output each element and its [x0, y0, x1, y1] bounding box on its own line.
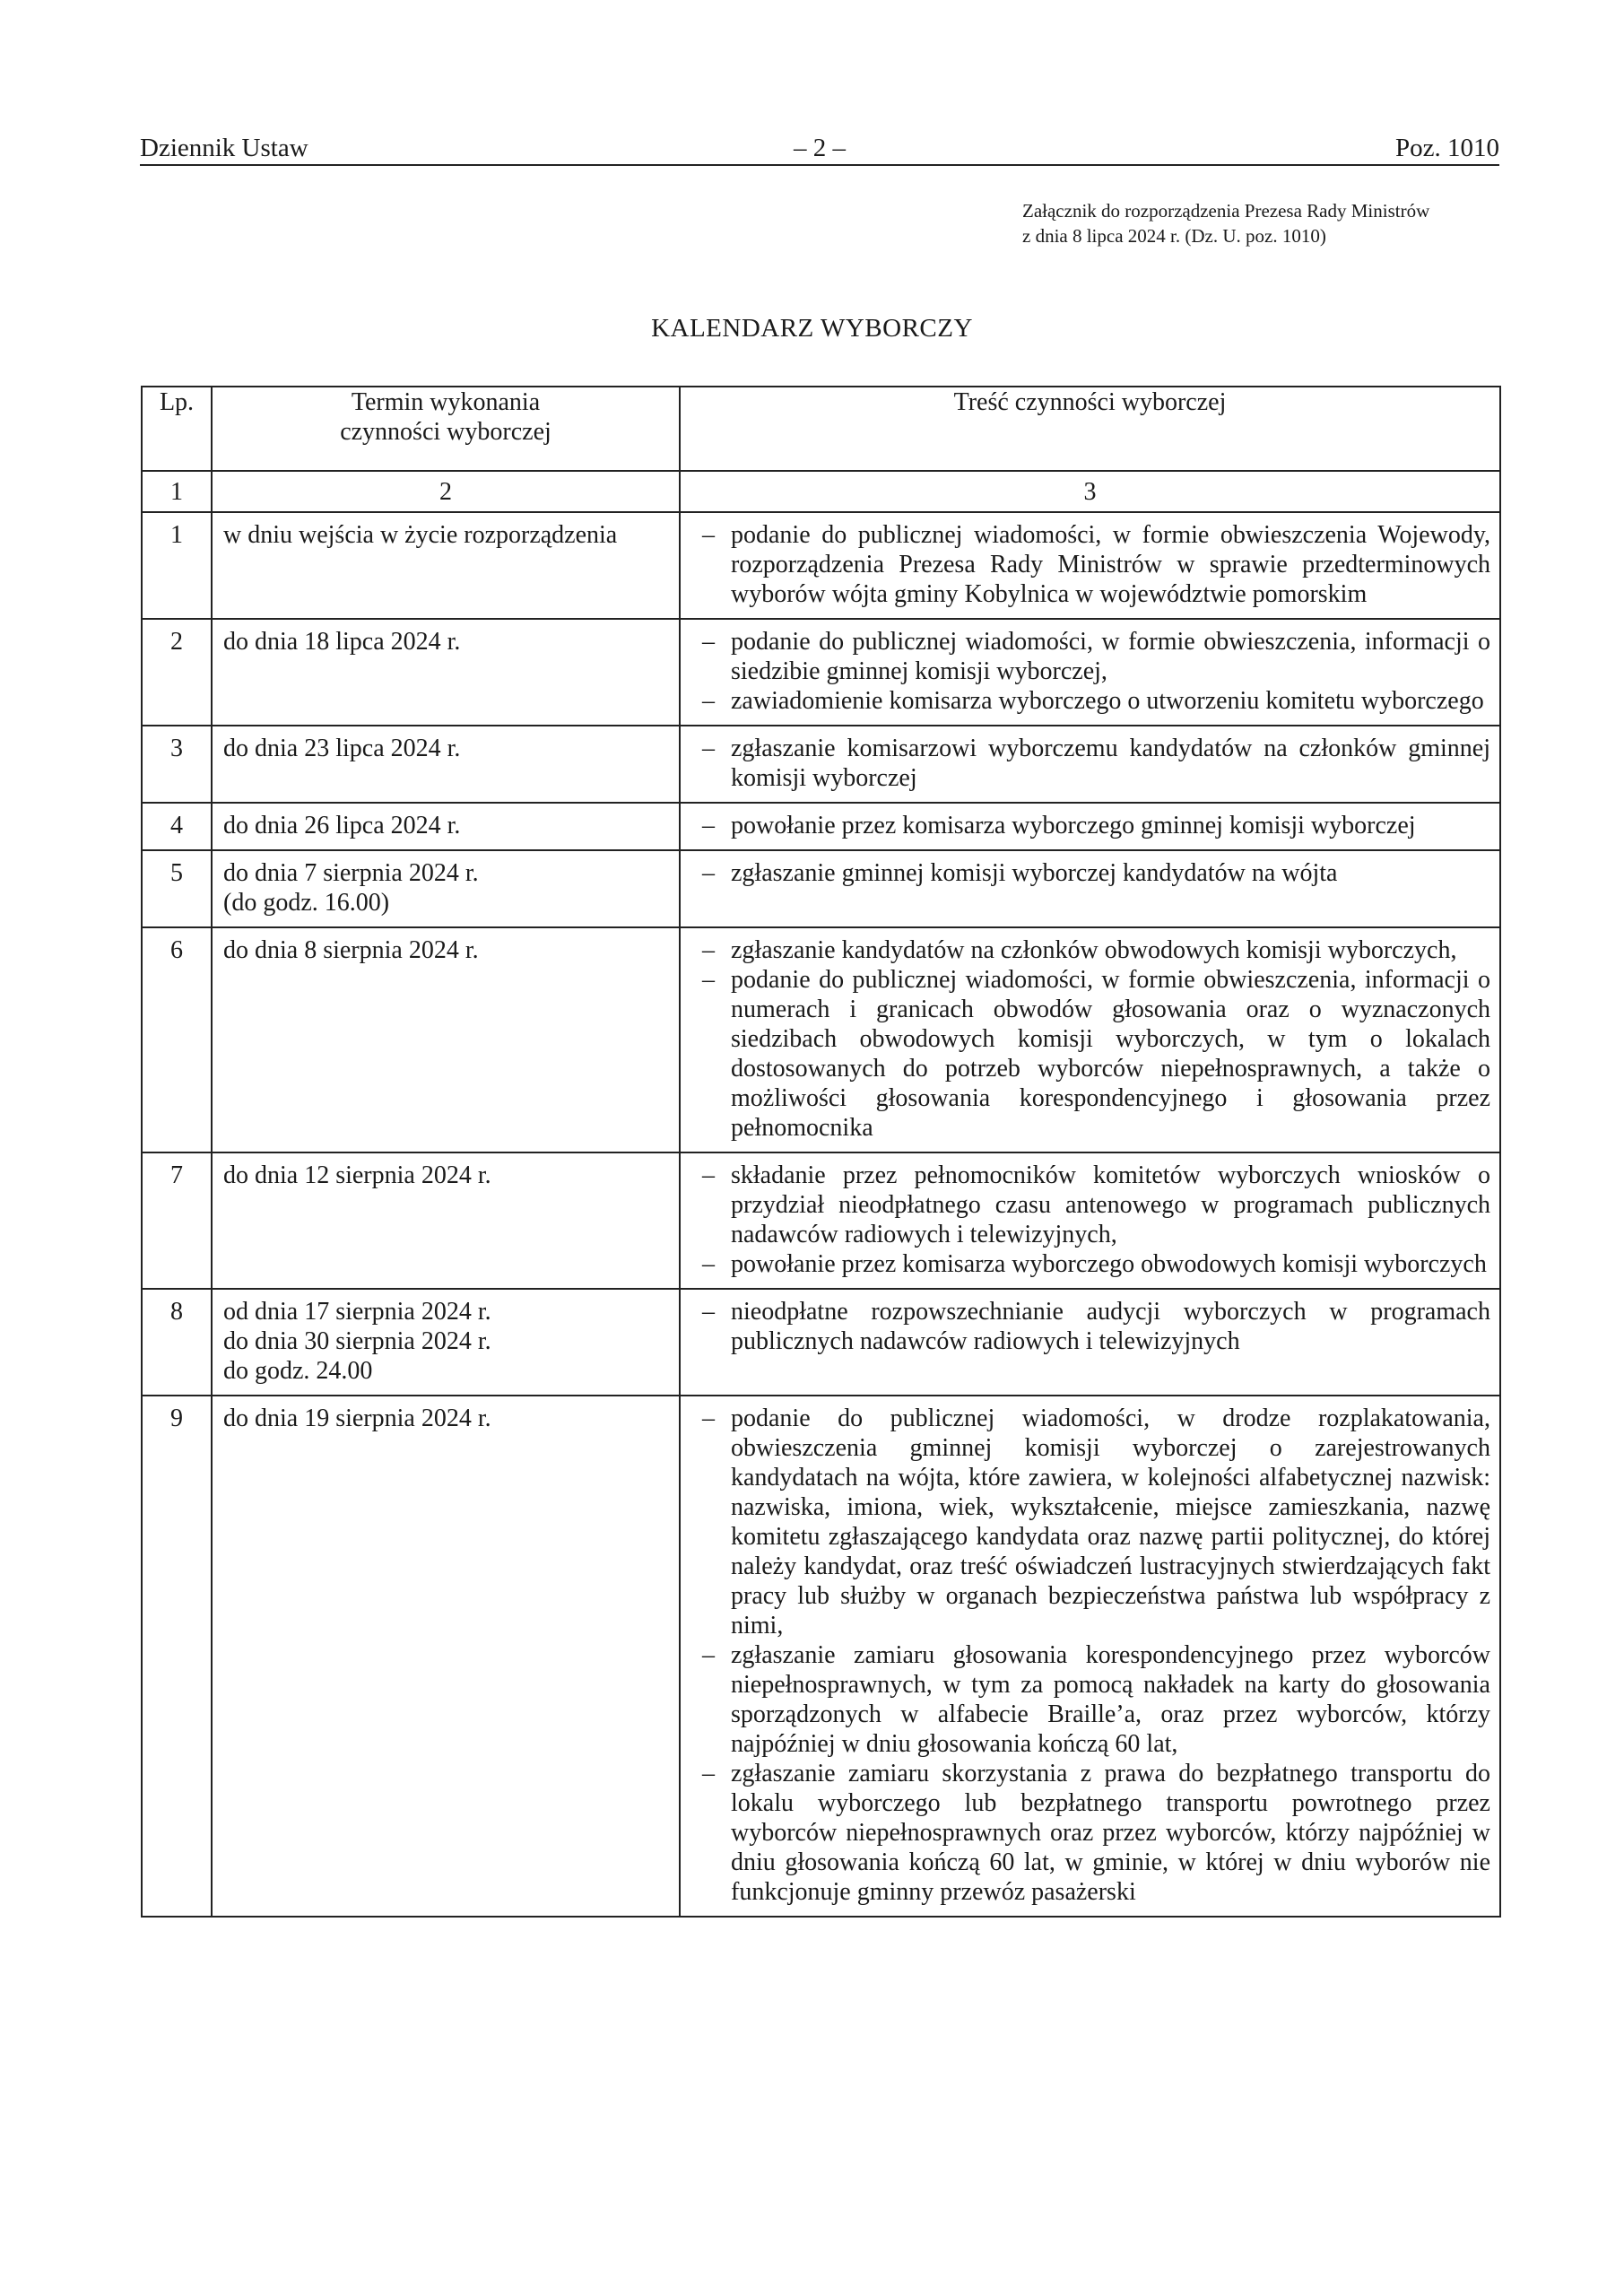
- activity-text: powołanie przez komisarza wyborczego obwodowych komisji wyborczych: [731, 1250, 1487, 1278]
- dash-bullet-icon: –: [702, 966, 715, 994]
- activity-cell: [680, 726, 1500, 803]
- deadline-cell: [212, 1289, 680, 1396]
- activity-text: zgłaszanie kandydatów na członków obwodowych komisji wyborczych,: [731, 936, 1457, 964]
- activity-text: podanie do publicznej wiadomości, w formie obwieszczenia, informacji o siedzibie gminnej komisji wyborczej,: [731, 628, 1490, 685]
- activity-cell: [680, 1152, 1500, 1289]
- activity-item: [690, 858, 1490, 888]
- deadline-text: (do godz. 16.00): [223, 889, 390, 917]
- activity-item: [690, 734, 1490, 793]
- activity-item: [690, 811, 1490, 840]
- activity-item: [690, 627, 1490, 686]
- row-number: 1: [142, 512, 212, 619]
- page-header: [140, 128, 1499, 166]
- page-number: – 2 –: [794, 134, 846, 162]
- activity-text: składanie przez pełnomocników komitetów wyborczych wniosków o przydział nieodpłatnego czasu antenowego w programach publicznych nadawców radiowych i telewizyjnych,: [731, 1161, 1490, 1248]
- activity-text: podanie do publicznej wiadomości, w formie obwieszczenia Wojewody, rozporządzenia Prezesa Rady Ministrów w sprawie przedterminowych wyborów wójta gminy Kobylnica w województwie pomorskim: [731, 521, 1490, 608]
- activity-item: [690, 1640, 1490, 1759]
- deadline-text: do dnia 26 lipca 2024 r.: [223, 812, 461, 839]
- row-number: 4: [142, 803, 212, 850]
- dash-bullet-icon: –: [702, 1405, 715, 1432]
- deadline-cell: [212, 803, 680, 850]
- header-term-line-1: Termin wykonania: [351, 388, 541, 416]
- activity-cell: [680, 619, 1500, 726]
- position-number: Poz. 1010: [1395, 134, 1499, 162]
- journal-name: Dziennik Ustaw: [140, 134, 308, 162]
- activity-cell: [680, 927, 1500, 1152]
- activity-item: [690, 1759, 1490, 1907]
- header-term: [212, 387, 680, 471]
- election-calendar-table: [141, 386, 1501, 1918]
- activity-item: [690, 1297, 1490, 1356]
- deadline-text: do dnia 23 lipca 2024 r.: [223, 735, 461, 762]
- dash-bullet-icon: –: [702, 936, 715, 964]
- row-number: 5: [142, 850, 212, 927]
- deadline-text: do dnia 30 sierpnia 2024 r.: [223, 1327, 491, 1355]
- deadline-cell: [212, 927, 680, 1152]
- deadline-text: do dnia 12 sierpnia 2024 r.: [223, 1161, 491, 1189]
- annex-line-1: Załącznik do rozporządzenia Prezesa Rady Ministrów: [1022, 200, 1430, 222]
- deadline-cell: [212, 1152, 680, 1289]
- activity-text: nieodpłatne rozpowszechnianie audycji wyborczych w programach publicznych nadawców radiowych i telewizyjnych: [731, 1298, 1490, 1355]
- table-row: [142, 1289, 1500, 1396]
- dash-bullet-icon: –: [702, 687, 715, 715]
- table-row: [142, 726, 1500, 803]
- header-content: Treść czynności wyborczej: [680, 387, 1500, 471]
- table-body: [142, 512, 1500, 1917]
- deadline-text: do dnia 18 lipca 2024 r.: [223, 628, 461, 656]
- activity-text: zgłaszanie zamiaru skorzystania z prawa do bezpłatnego transportu do lokalu wyborczego lub bezpłatnego transportu powrotnego przez wyborców niepełnosprawnych oraz przez wyborców, którzy najpóźniej w dniu głosowania kończą 60 lat, w gminie, w której w dniu wyborów nie funkcjonuje gminny przewóz pasażerski: [731, 1760, 1490, 1906]
- activity-text: zgłaszanie gminnej komisji wyborczej kandydatów na wójta: [731, 859, 1338, 887]
- header-lp: Lp.: [142, 387, 212, 471]
- activity-item: [690, 1249, 1490, 1279]
- deadline-cell: [212, 512, 680, 619]
- deadline-text: do dnia 8 sierpnia 2024 r.: [223, 936, 479, 964]
- dash-bullet-icon: –: [702, 1298, 715, 1326]
- dash-bullet-icon: –: [702, 521, 715, 549]
- activity-cell: [680, 1289, 1500, 1396]
- table-row: [142, 619, 1500, 726]
- deadline-text: w dniu wejścia w życie rozporządzenia: [223, 521, 618, 549]
- activity-item: [690, 935, 1490, 965]
- activity-text: zgłaszanie zamiaru głosowania korespondencyjnego przez wyborców niepełnosprawnych, w tym za pomocą nakładek na karty do głosowania sporządzonych w alfabecie Braille’a, oraz przez wyborców, którzy najpóźniej w dniu głosowania kończą 60 lat,: [731, 1641, 1490, 1758]
- dash-bullet-icon: –: [702, 859, 715, 887]
- column-number-row: [142, 471, 1500, 512]
- table-row: [142, 803, 1500, 850]
- deadline-text: do dnia 19 sierpnia 2024 r.: [223, 1405, 491, 1432]
- activity-item: [690, 520, 1490, 609]
- row-number: 8: [142, 1289, 212, 1396]
- table-row: [142, 512, 1500, 619]
- deadline-cell: [212, 1396, 680, 1917]
- annex-line-2: z dnia 8 lipca 2024 r. (Dz. U. poz. 1010): [1022, 225, 1326, 247]
- dash-bullet-icon: –: [702, 1760, 715, 1787]
- activity-item: [690, 1161, 1490, 1249]
- header-term-line-2: czynności wyborczej: [340, 418, 551, 446]
- column-number: 3: [680, 471, 1500, 512]
- table-row: [142, 850, 1500, 927]
- table-row: [142, 1152, 1500, 1289]
- activity-text: powołanie przez komisarza wyborczego gminnej komisji wyborczej: [731, 812, 1416, 839]
- table-row: [142, 927, 1500, 1152]
- document-title: KALENDARZ WYBORCZY: [651, 314, 973, 343]
- deadline-text: do godz. 24.00: [223, 1357, 373, 1385]
- column-number: 1: [142, 471, 212, 512]
- activity-cell: [680, 512, 1500, 619]
- row-number: 3: [142, 726, 212, 803]
- row-number: 9: [142, 1396, 212, 1917]
- activity-text: zgłaszanie komisarzowi wyborczemu kandydatów na członków gminnej komisji wyborczej: [731, 735, 1490, 792]
- activity-text: podanie do publicznej wiadomości, w drodze rozplakatowania, obwieszczenia gminnej komisji wyborczej o zarejestrowanych kandydatach na wójta, które zawiera, w kolejności alfabetycznej nazwisk: nazwiska, imiona, wiek, wykształcenie, miejsce zamieszkania, nazwę komitetu zgłaszającego kandydata oraz nazwę partii politycznej, do której należy kandydat, oraz treść oświadczeń lustracyjnych stwierdzających fakt pracy lub służby w organach bezpieczeństwa państwa lub współpracy z nimi,: [731, 1405, 1490, 1639]
- activity-item: [690, 965, 1490, 1143]
- dash-bullet-icon: –: [702, 1250, 715, 1278]
- activity-item: [690, 1404, 1490, 1640]
- table-row: [142, 1396, 1500, 1917]
- activity-item: [690, 686, 1490, 716]
- activity-cell: [680, 803, 1500, 850]
- deadline-text: do dnia 7 sierpnia 2024 r.: [223, 859, 479, 887]
- table-header-row: [142, 387, 1500, 471]
- row-number: 7: [142, 1152, 212, 1289]
- dash-bullet-icon: –: [702, 735, 715, 762]
- activity-text: podanie do publicznej wiadomości, w formie obwieszczenia, informacji o numerach i granicach obwodów głosowania oraz o wyznaczonych siedzibach obwodowych komisji wyborczych, w tym o lokalach dostosowanych do potrzeb wyborców niepełnosprawnych, a także o możliwości głosowania korespondencyjnego i głosowania przez pełnomocnika: [731, 966, 1490, 1142]
- deadline-cell: [212, 726, 680, 803]
- activity-text: zawiadomienie komisarza wyborczego o utworzeniu komitetu wyborczego: [731, 687, 1484, 715]
- deadline-text: od dnia 17 sierpnia 2024 r.: [223, 1298, 491, 1326]
- dash-bullet-icon: –: [702, 812, 715, 839]
- dash-bullet-icon: –: [702, 1641, 715, 1669]
- dash-bullet-icon: –: [702, 1161, 715, 1189]
- row-number: 2: [142, 619, 212, 726]
- deadline-cell: [212, 619, 680, 726]
- activity-cell: [680, 1396, 1500, 1917]
- row-number: 6: [142, 927, 212, 1152]
- dash-bullet-icon: –: [702, 628, 715, 656]
- annex-note: [1022, 198, 1507, 248]
- column-number: 2: [212, 471, 680, 512]
- activity-cell: [680, 850, 1500, 927]
- deadline-cell: [212, 850, 680, 927]
